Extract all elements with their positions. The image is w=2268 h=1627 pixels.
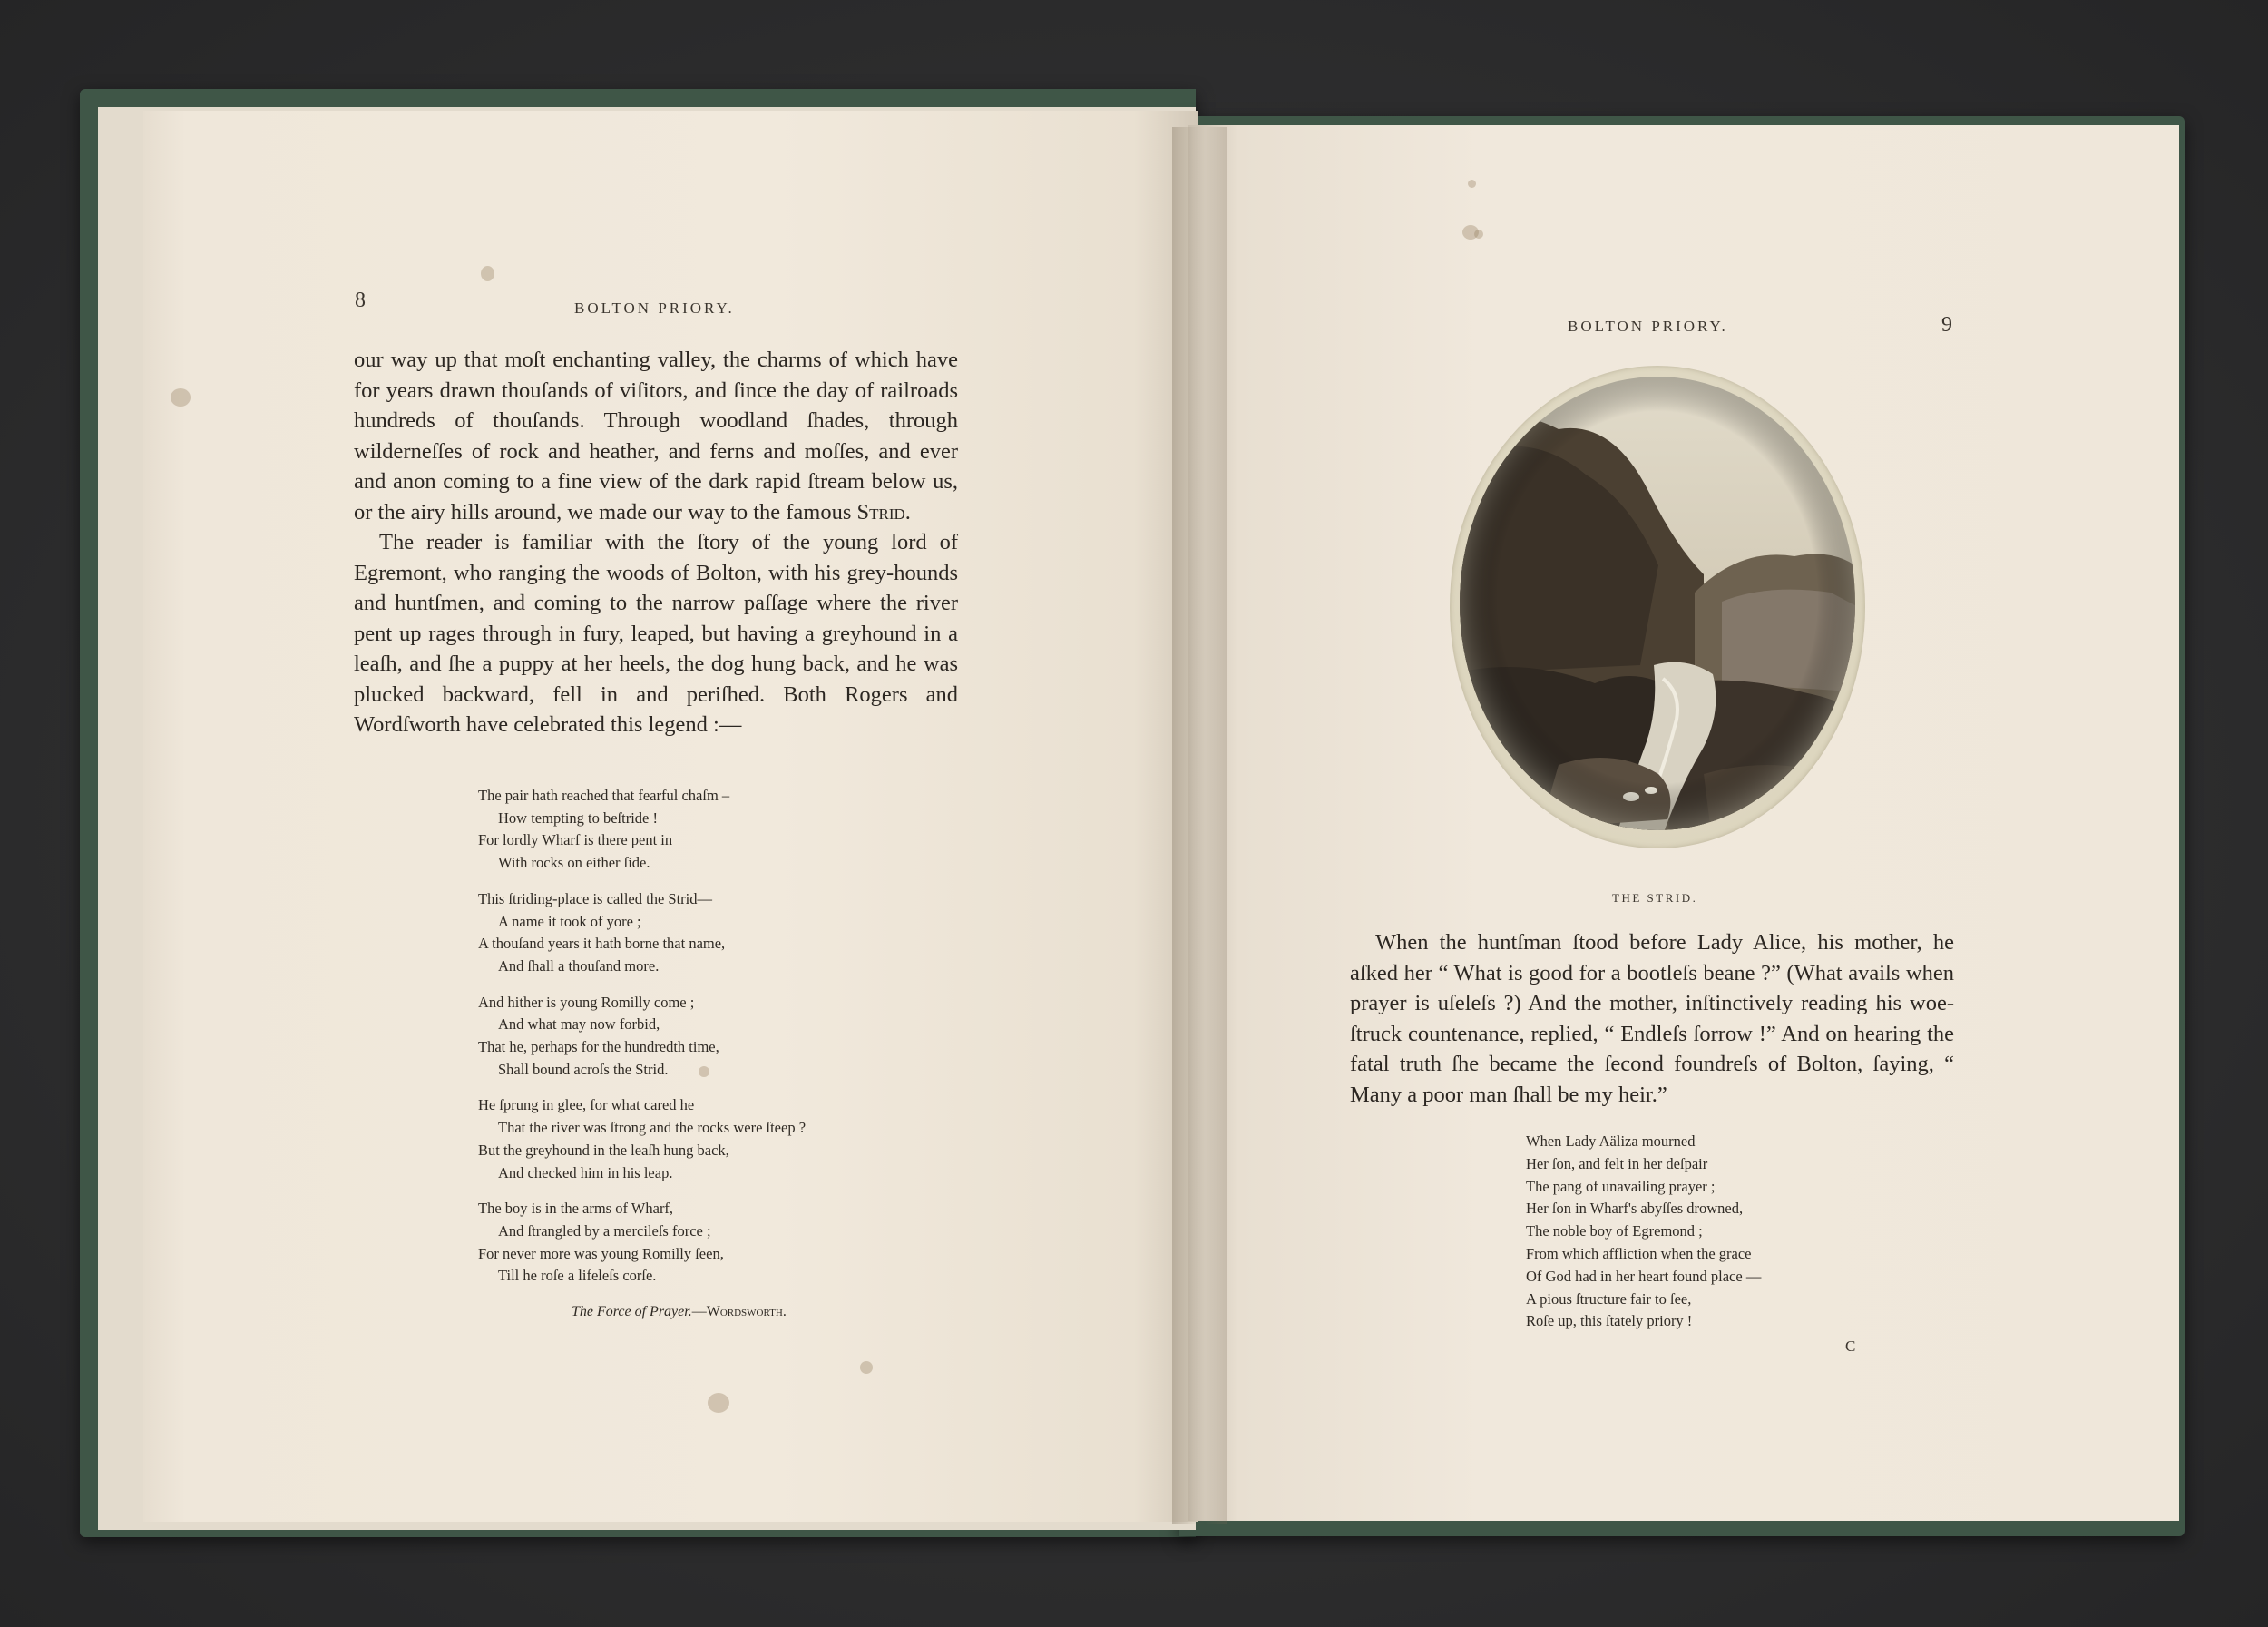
poem-line: This ſtriding-place is called the Strid— xyxy=(478,889,712,907)
left-poem xyxy=(478,785,877,1301)
poem-line: Of God had in her heart found place — xyxy=(1526,1267,1762,1285)
poem-line: How tempting to beſtride ! xyxy=(498,809,658,827)
signature-mark: C xyxy=(1845,1338,1856,1355)
poem-line: From which affliction when the grace xyxy=(1526,1244,1752,1262)
poem-line: He ſprung in glee, for what cared he xyxy=(478,1096,695,1114)
strid-photograph xyxy=(1450,366,1865,848)
poem-line: For lordly Wharf is there pent in xyxy=(478,831,673,849)
left-page-prose xyxy=(354,345,958,740)
poem-line: The noble boy of Egremond ; xyxy=(1526,1222,1703,1240)
foxing-spot xyxy=(708,1393,729,1413)
poem-line: A thouſand years it hath borne that name, xyxy=(478,935,726,953)
poem-line: The pang of unavailing prayer ; xyxy=(1526,1177,1716,1195)
poem-stanza xyxy=(478,1198,877,1288)
paragraph-text: our way up that moſt enchanting valley, the charms of which have for years drawn thouſands of viſitors, and ſince the day of railroads hundreds of thouſands. Through woodland ſhades, through wilderneſſes of rock and heather, and ferns and moſſes, and ever and anon coming to a fine view of the dark rapid ſtream below us, or the airy hills around, we made our way to the famous xyxy=(354,348,958,524)
poem-line: The boy is in the arms of Wharf, xyxy=(478,1200,674,1218)
poem-line: But the greyhound in the leaſh hung back, xyxy=(478,1141,729,1159)
book-gutter xyxy=(1172,127,1227,1524)
poem-line: Her ſon, and felt in her deſpair xyxy=(1526,1154,1708,1172)
poem-line: That he, perhaps for the hundredth time, xyxy=(478,1038,719,1056)
poem-line: And what may now forbid, xyxy=(498,1015,660,1034)
poem-stanza xyxy=(478,992,877,1082)
page-number: 8 xyxy=(355,289,366,312)
foxing-spot xyxy=(1468,180,1476,188)
poem-stanza xyxy=(478,1094,877,1184)
attribution-author: —Wordsworth. xyxy=(691,1304,787,1319)
poem-line: Shall bound acroſs the Strid. xyxy=(498,1060,669,1078)
poem-line: Till he roſe a lifeleſs corſe. xyxy=(498,1267,657,1285)
running-head: BOLTON PRIORY. xyxy=(574,299,735,317)
running-head: BOLTON PRIORY. xyxy=(1568,318,1728,335)
poem-line: Her ſon in Wharf's abyſſes drowned, xyxy=(1526,1200,1744,1218)
photo-caption: THE STRID. xyxy=(1612,891,1698,905)
strid-smallcaps: Strid. xyxy=(856,499,911,524)
poem-line: For never more was young Romilly ſeen, xyxy=(478,1244,724,1262)
foxing-spot xyxy=(171,388,191,407)
right-page-prose xyxy=(1350,927,1954,1110)
poem-line: And ſtrangled by a mercileſs force ; xyxy=(498,1221,711,1240)
poem-line: A pious ſtructure fair to ſee, xyxy=(1526,1289,1692,1308)
paragraph-text: The reader is familiar with the ſtory of the young lord of Egremont, who ranging the woods of Bolton, with his grey-hounds and huntſmen, and coming to the narrow paſſage where the river pent up rages through in fury, leaped, but having a greyhound in a leaſh, and ſhe a puppy at her heels, the dog hung back, and he was plucked backward, fell in and periſhed. Both Rogers and Wordſworth have celebrated this legend :— xyxy=(354,530,958,737)
poem-stanza xyxy=(478,785,877,875)
poem-line: And ſhall a thouſand more. xyxy=(498,956,660,975)
foxing-spot xyxy=(1474,230,1483,239)
poem-attribution xyxy=(572,1304,787,1320)
poem-line: With rocks on either ſide. xyxy=(498,854,650,872)
poem-line: When Lady Aäliza mourned xyxy=(1526,1132,1696,1150)
foxing-spot xyxy=(481,266,494,281)
attribution-title: The Force of Prayer. xyxy=(572,1304,692,1319)
right-poem xyxy=(1526,1131,1907,1333)
page-number: 9 xyxy=(1941,313,1952,337)
foxing-spot xyxy=(860,1361,873,1374)
poem-line: And hither is young Romilly come ; xyxy=(478,993,695,1011)
poem-line: Roſe up, this ſtately priory ! xyxy=(1526,1312,1693,1330)
poem-line: A name it took of yore ; xyxy=(498,912,641,930)
poem-stanza xyxy=(478,888,877,978)
poem-line: And checked him in his leap. xyxy=(498,1163,673,1181)
poem-line: That the river was ſtrong and the rocks were ſteep ? xyxy=(498,1119,807,1137)
poem-line: The pair hath reached that fearful chaſm – xyxy=(478,787,730,804)
paragraph-text: When the huntſman ſtood before Lady Alice, his mother, he aſked her “ What is good for a bootleſs beane ?” (What avails when prayer is uſeleſs ?) And the mother, inſtinctively reading his woe-ſtruck countenance, replied, “ Endleſs ſorrow !” And on hearing the fatal truth ſhe became the ſecond foundreſs of Bolton, ſaying, “ Many a poor man ſhall be my heir.” xyxy=(1350,930,1954,1107)
